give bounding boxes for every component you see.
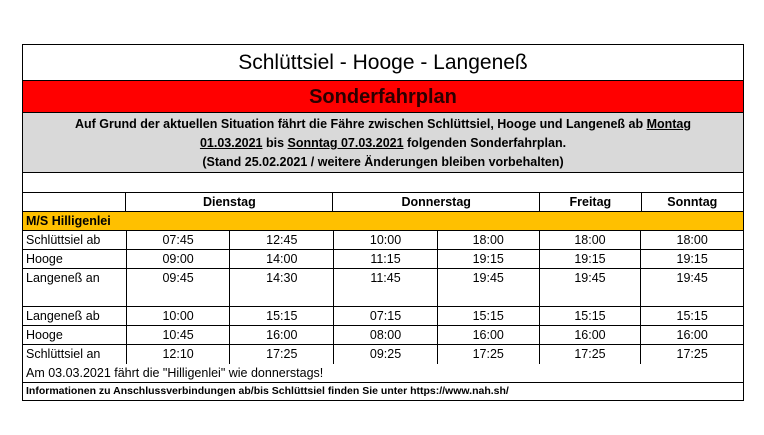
header-donnerstag: Donnerstag [333, 193, 540, 211]
time-cell: 15:15 [230, 307, 334, 325]
time-cell: 16:00 [438, 326, 540, 344]
header-blank [23, 193, 126, 211]
notice-line-3: (Stand 25.02.2021 / weitere Änderungen bleiben vorbehalten) [202, 155, 564, 169]
time-cell: 18:00 [676, 233, 708, 247]
time-cell: 10:00 [334, 231, 438, 249]
header-dienstag: Dienstag [126, 193, 333, 211]
stop-name: Schlüttsiel ab [23, 231, 127, 249]
time-cell: 18:00 [540, 231, 642, 249]
time-cell: 10:00 [127, 307, 231, 325]
time-cell: 14:00 [230, 250, 334, 268]
time-cell: 15:15 [676, 309, 708, 323]
time-cell: 09:25 [334, 345, 438, 364]
time-cell: 14:30 [230, 269, 334, 288]
vessel-name: M/S Hilligenlei [23, 212, 743, 231]
time-cell: 09:00 [127, 250, 231, 268]
timetable-sheet [22, 44, 744, 401]
time-cell: 19:15 [540, 250, 642, 268]
table-row [23, 269, 743, 288]
time-cell: 17:25 [676, 347, 708, 361]
table-row [23, 250, 743, 269]
special-schedule-banner: Sonderfahrplan [23, 81, 743, 113]
table-row [23, 345, 743, 364]
outbound-trips [23, 231, 743, 288]
time-cell: 16:00 [230, 326, 334, 344]
time-cell: 10:45 [127, 326, 231, 344]
inbound-trips [23, 307, 743, 364]
time-cell: 15:15 [540, 307, 642, 325]
time-cell: 15:15 [438, 307, 540, 325]
time-cell: 17:25 [230, 345, 334, 364]
time-cell: 11:15 [334, 250, 438, 268]
time-cell: 09:45 [127, 269, 231, 288]
time-cell: 12:45 [230, 231, 334, 249]
time-cell: 16:00 [676, 328, 708, 342]
route-title: Schlüttsiel - Hooge - Langeneß [23, 45, 743, 81]
gap-row [23, 288, 743, 307]
notice-text [23, 113, 743, 173]
day-header-row [23, 193, 743, 212]
header-sonntag: Sonntag [667, 195, 718, 209]
notice-line-2: 01.03.2021 bis Sonntag 07.03.2021 folgenden Sonderfahrplan. [199, 136, 567, 150]
stop-name: Langeneß an [23, 269, 127, 288]
time-cell: 18:00 [438, 231, 540, 249]
time-cell: 19:45 [438, 269, 540, 288]
time-cell: 17:25 [540, 345, 642, 364]
time-cell: 19:45 [540, 269, 642, 288]
notice-line-1: Auf Grund der aktuellen Situation fährt die Fähre zwischen Schlüttsiel, Hooge und Langeneß ab Montag [74, 117, 692, 131]
table-row [23, 307, 743, 326]
spacer-row [23, 173, 743, 193]
time-cell: 07:15 [334, 307, 438, 325]
time-cell: 19:15 [676, 252, 708, 266]
stop-name: Langeneß ab [23, 307, 127, 325]
table-row [23, 231, 743, 250]
stop-name: Schlüttsiel an [23, 345, 127, 364]
time-cell: 08:00 [334, 326, 438, 344]
stop-name: Hooge [23, 250, 127, 268]
connection-info: Informationen zu Anschlussverbindungen ab/bis Schlüttsiel finden Sie unter https://www.nah.sh/ [26, 385, 509, 397]
time-cell: 12:10 [127, 345, 231, 364]
time-cell: 19:15 [438, 250, 540, 268]
header-freitag: Freitag [540, 193, 641, 211]
special-note: Am 03.03.2021 fährt die "Hilligenlei" wie donnerstags! [23, 364, 743, 383]
stop-name: Hooge [23, 326, 127, 344]
time-cell: 16:00 [540, 326, 642, 344]
table-row [23, 326, 743, 345]
time-cell: 17:25 [438, 345, 540, 364]
time-cell: 11:45 [334, 269, 438, 288]
time-cell: 19:45 [676, 271, 708, 285]
time-cell: 07:45 [127, 231, 231, 249]
